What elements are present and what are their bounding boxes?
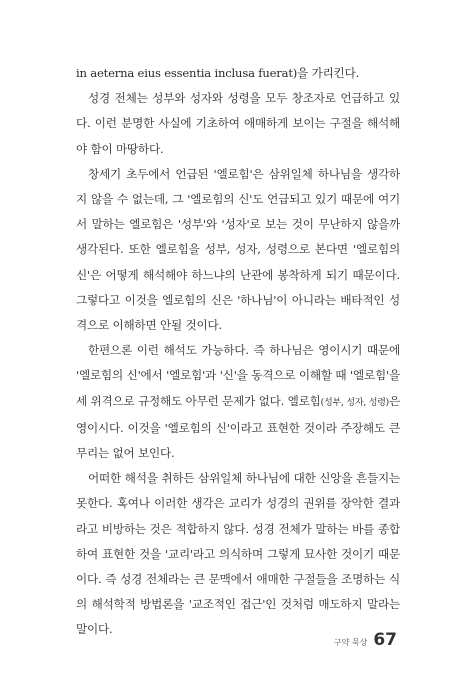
body-text [76,61,400,643]
paragraph-doctrine-conclusion: 어떠한 해석을 취하든 삼위일체 하나님에 대한 신앙을 흔들지는 못한다. 혹여나 이러한 생각은 교리가 성경의 권위를 장악한 결과라고 비방하는 것은 적합하지 않다. 성경 전체가 말하는 바를 종합하여 표현한 것을 '교리'라고 의식하며 그렇게 묘사한 것이기 때문이다. 즉 성경 전체라는 큰 문맥에서 애매한 구절들을 조명하는 식의 해석학적 방법론을 '교조적인 접근'인 것처럼 매도하지 말라는 말이다. [76,471,400,637]
paragraph-creator-trinity: 성경 전체는 성부와 성자와 성령을 모두 창조자로 언급하고 있다. 이런 분명한 사실에 기초하여 애매하게 보이는 구절을 해석해야 함이 마땅하다. [76,91,400,156]
paragraph-latin-continuation: in aeterna eius essentia inclusa fuerat)을 가리킨다. [76,66,360,80]
parenthetical-trinity: (성부, 성자, 성령) [320,397,389,408]
paragraph-text-before: 한편으론 이런 해석도 가능하다. 즉 하나님은 영이시기 때문에 '엘로힘의 신'에서 '엘로힘'과 '신'을 동격으로 이해할 때 '엘로힘'을 세 위격으로 규정해도 아무런 문제가 없다. 엘로힘 [76,343,400,408]
running-footer-title: 구약 묵상 [333,638,368,647]
paragraph-alternative-interpretation [76,338,400,466]
paragraph-elohim-genesis: 창세기 초두에서 언급된 '엘로힘'은 삼위일체 하나님을 생각하지 않을 수 없는데, 그 '엘로힘의 신'도 언급되고 있기 때문에 여기서 말하는 엘로힘은 '성부'와 '성자'로 보는 것이 무난하지 않을까 생각된다. 또한 엘로힘을 성부, 성자, 성령으로 본다면 '엘로힘의 신'은 어떻게 해석해야 하느냐의 난관에 봉착하게 되기 때문이다. 그렇다고 이것을 엘로힘의 신은 '하나님'이 아니라는 배타적인 성격으로 이해하면 안될 것이다. [76,166,400,333]
page-footer [334,630,397,650]
page-number: 67 [373,630,397,650]
paragraph-text-after: 은 영이시다. 이것을 '엘로힘의 신'이라고 표현한 것이라 주장해도 큰 무리는 없어 보인다. [76,393,400,461]
